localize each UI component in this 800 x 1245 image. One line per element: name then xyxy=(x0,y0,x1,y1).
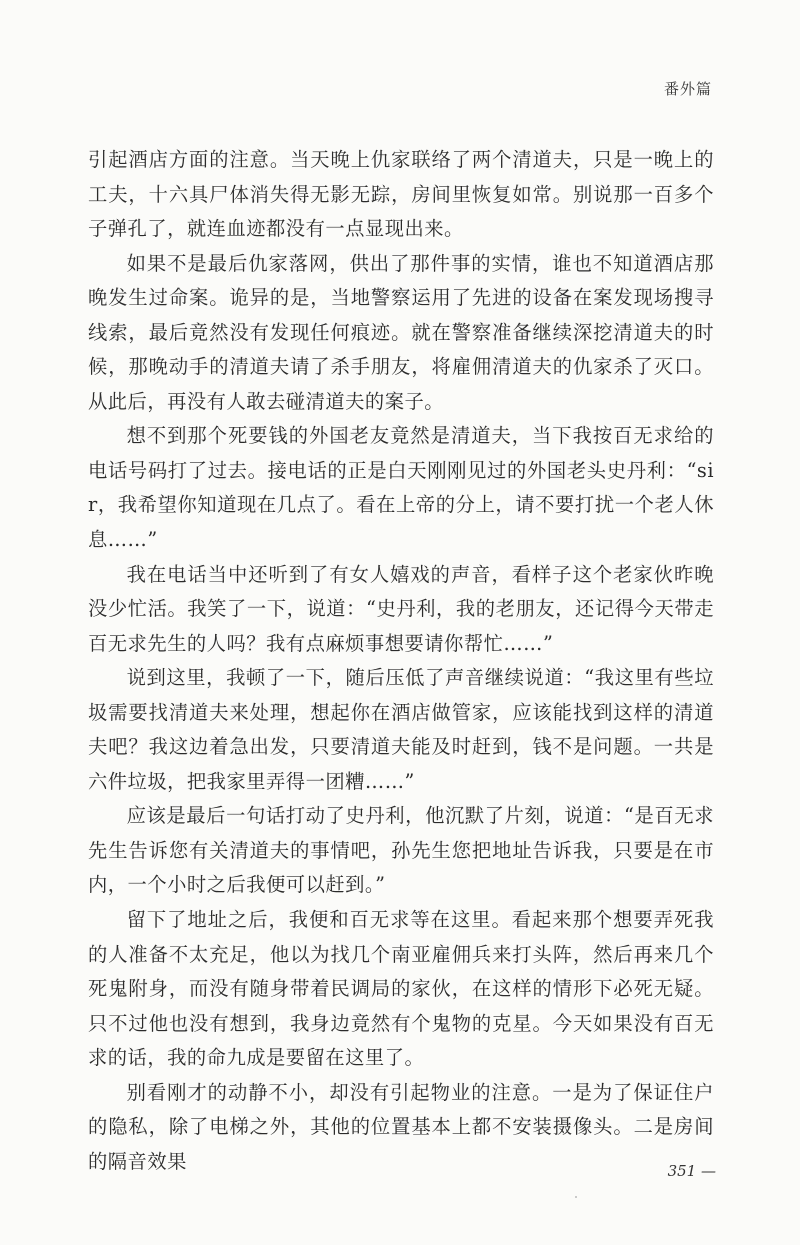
paragraph-5: 说到这里，我顿了一下，随后压低了声音继续说道：“我这里有些垃圾需要找清道夫来处理，想起你在酒店做管家，应该能找到这样的清道夫吧？我这边着急出发，只要清道夫能及时赶到，钱不是问题。一共是六件垃圾，把我家里弄得一团糟……” xyxy=(88,666,714,793)
paragraph-8: 别看刚才的动静不小，却没有引起物业的注意。一是为了保证住户的隐私，除了电梯之外，其他的位置基本上都不安装摄像头。二是房间的隔音效果 xyxy=(88,1080,714,1173)
paragraph-7: 留下了地址之后，我便和百无求等在这里。看起来那个想要弄死我的人准备不太充足，他以为找几个南亚雇佣兵来打头阵，然后再来几个死鬼附身，而没有随身带着民调局的家伙，在这样的情形下必死无疑。只不过他也没有想到，我身边竟然有个鬼物的克星。今天如果没有百无求的话，我的命九成是要留在这里了。 xyxy=(88,908,714,1070)
paragraph-6: 应该是最后一句话打动了史丹利，他沉默了片刻，说道：“是百无求先生告诉您有关清道夫的事情吧，孙先生您把地址告诉我，只要是在市内，一个小时之后我便可以赶到。” xyxy=(88,804,714,897)
scan-speck xyxy=(575,1196,577,1198)
body-text xyxy=(88,143,714,1179)
running-header: 番外篇 xyxy=(663,80,712,98)
paragraph-4: 我在电话当中还听到了有女人嬉戏的声音，看样子这个老家伙昨晚没少忙活。我笑了一下，说道：“史丹利，我的老朋友，还记得今天带走百无求先生的人吗？我有点麻烦事想要请你帮忙……” xyxy=(88,562,714,655)
paragraph-3: 想不到那个死要钱的外国老友竟然是清道夫，当下我按百无求给的电话号码打了过去。接电话的正是白天刚刚见过的外国老头史丹利：“sir，我希望你知道现在几点了。看在上帝的分上，请不要打扰一个老人休息……” xyxy=(88,424,714,552)
page-number: 351 — xyxy=(667,1162,716,1180)
paragraph-1: 引起酒店方面的注意。当天晚上仇家联络了两个清道夫，只是一晚上的工夫，十六具尸体消失得无影无踪，房间里恢复如常。别说那一百多个子弹孔了，就连血迹都没有一点显现出来。 xyxy=(88,148,714,241)
paragraph-2: 如果不是最后仇家落网，供出了那件事的实情，谁也不知道酒店那晚发生过命案。诡异的是，当地警察运用了先进的设备在案发现场搜寻线索，最后竟然没有发现任何痕迹。就在警察准备继续深挖清道夫的时候，那晚动手的清道夫请了杀手朋友，将雇佣清道夫的仇家杀了灭口。从此后，再没有人敢去碰清道夫的案子。 xyxy=(88,251,714,413)
